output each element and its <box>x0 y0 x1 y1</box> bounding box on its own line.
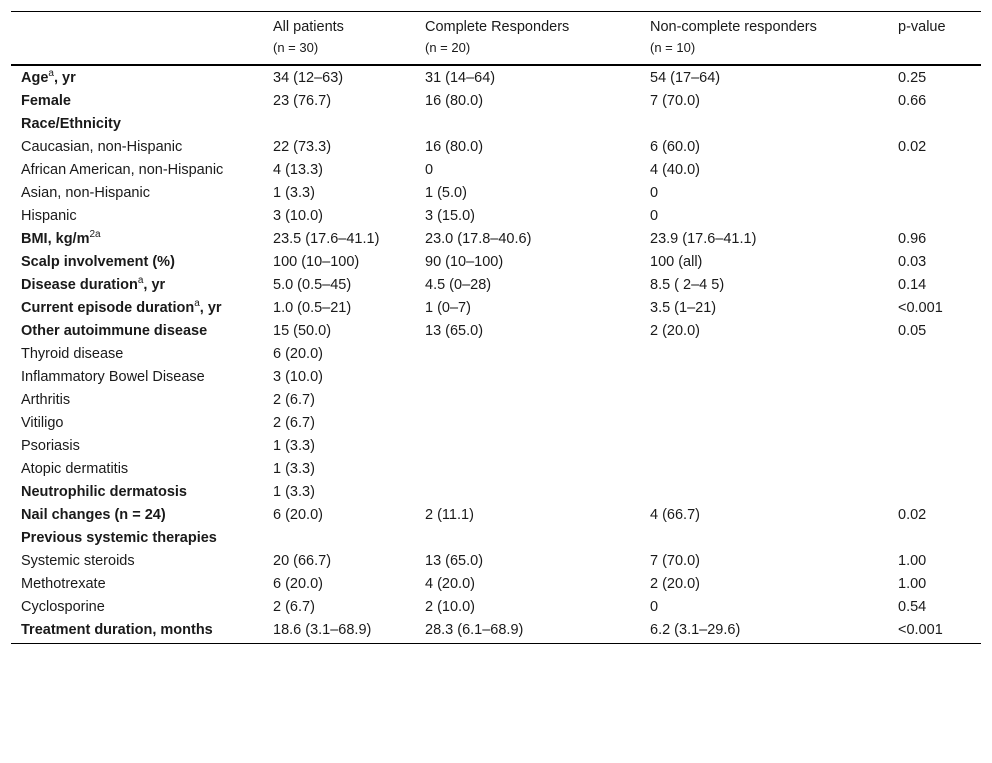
header-complete-responders <box>415 12 640 66</box>
row-label-suffix: , yr <box>199 300 222 316</box>
cell-all-patients: 34 (12–63) <box>273 70 344 86</box>
cell-non-complete-responders <box>640 412 888 435</box>
cell-all-patients <box>263 113 415 136</box>
row-label <box>11 274 263 297</box>
header-non-complete-responders-count: (n = 10) <box>650 40 696 55</box>
table-row <box>11 297 981 320</box>
row-label-text: Caucasian, non-Hispanic <box>21 139 183 155</box>
table-row <box>11 596 981 619</box>
row-label <box>11 228 263 251</box>
cell-all-patients: 15 (50.0) <box>273 323 332 339</box>
row-label-text: Inflammatory Bowel Disease <box>21 369 205 385</box>
table-row <box>11 573 981 596</box>
footnote-marker: a <box>137 275 144 287</box>
cell-all-patients: 1 (3.3) <box>273 484 315 500</box>
cell-p-value: 0.05 <box>898 323 927 339</box>
row-label-text: Cyclosporine <box>21 599 105 615</box>
cell-complete-responders: 1 (0–7) <box>425 300 471 316</box>
table-row <box>11 274 981 297</box>
cell-non-complete-responders: 7 (70.0) <box>650 553 700 569</box>
row-label-text: Arthritis <box>21 392 71 408</box>
cell-complete-responders <box>415 389 640 412</box>
cell-complete-responders <box>415 435 640 458</box>
cell-complete-responders: 23.0 (17.8–40.6) <box>425 231 532 247</box>
table-row <box>11 159 981 182</box>
cell-p-value: 0.14 <box>898 277 927 293</box>
cell-p-value <box>888 481 981 504</box>
table-row <box>11 481 981 504</box>
table-row <box>11 412 981 435</box>
row-label <box>11 389 263 412</box>
row-label <box>11 596 263 619</box>
cell-p-value: 0.96 <box>898 231 927 247</box>
cell-all-patients: 3 (10.0) <box>273 369 323 385</box>
row-label <box>11 65 263 90</box>
cell-p-value <box>888 412 981 435</box>
cell-p-value: 0.02 <box>898 507 927 523</box>
row-label-text: Treatment duration, months <box>21 622 213 638</box>
row-label <box>11 504 263 527</box>
row-label-suffix: , yr <box>143 277 166 293</box>
row-label <box>11 366 263 389</box>
cell-non-complete-responders <box>640 458 888 481</box>
row-label <box>11 136 263 159</box>
cell-p-value: 0.54 <box>898 599 927 615</box>
cell-p-value: <0.001 <box>898 300 943 316</box>
row-label <box>11 412 263 435</box>
table-row <box>11 389 981 412</box>
row-label <box>11 113 263 136</box>
cell-complete-responders: 13 (65.0) <box>425 323 484 339</box>
cell-complete-responders: 4.5 (0–28) <box>425 277 492 293</box>
table-body <box>11 65 981 644</box>
cell-non-complete-responders: 4 (40.0) <box>650 162 700 178</box>
cell-non-complete-responders <box>640 343 888 366</box>
header-non-complete-responders <box>640 12 888 66</box>
row-label-text: Thyroid disease <box>21 346 124 362</box>
cell-non-complete-responders <box>640 481 888 504</box>
row-label-text: Race/Ethnicity <box>21 116 121 132</box>
cell-complete-responders: 90 (10–100) <box>425 254 504 270</box>
row-label-text: Neutrophilic dermatosis <box>21 484 187 500</box>
row-label <box>11 90 263 113</box>
table-row <box>11 320 981 343</box>
row-label-text: Vitiligo <box>21 415 64 431</box>
table-row <box>11 504 981 527</box>
row-label <box>11 205 263 228</box>
table-row <box>11 435 981 458</box>
cell-p-value <box>888 389 981 412</box>
cell-p-value: 0.66 <box>898 93 927 109</box>
row-label-text: Asian, non-Hispanic <box>21 185 150 201</box>
table-row <box>11 205 981 228</box>
cell-all-patients: 6 (20.0) <box>273 346 323 362</box>
cell-non-complete-responders: 2 (20.0) <box>650 323 700 339</box>
cell-complete-responders: 2 (11.1) <box>425 507 474 523</box>
row-label-text: BMI, kg/m <box>21 231 90 247</box>
cell-all-patients: 2 (6.7) <box>273 599 315 615</box>
table-row <box>11 550 981 573</box>
cell-p-value: 1.00 <box>898 576 927 592</box>
cell-non-complete-responders: 0 <box>650 208 659 224</box>
cell-non-complete-responders <box>640 435 888 458</box>
cell-all-patients: 1 (3.3) <box>273 185 315 201</box>
row-label <box>11 343 263 366</box>
cell-p-value: 0.02 <box>898 139 927 155</box>
cell-non-complete-responders: 0 <box>650 599 659 615</box>
header-complete-responders-count: (n = 20) <box>425 40 471 55</box>
row-label-text: Previous systemic therapies <box>21 530 217 546</box>
cell-complete-responders <box>415 412 640 435</box>
row-label <box>11 527 263 550</box>
cell-all-patients: 3 (10.0) <box>273 208 323 224</box>
row-label-text: Female <box>21 93 71 109</box>
row-label <box>11 550 263 573</box>
cell-complete-responders <box>415 527 640 550</box>
cell-complete-responders: 3 (15.0) <box>425 208 475 224</box>
table-row <box>11 343 981 366</box>
cell-non-complete-responders: 8.5 ( 2–4 5) <box>650 277 725 293</box>
cell-non-complete-responders: 54 (17–64) <box>650 70 721 86</box>
cell-p-value <box>888 366 981 389</box>
row-label-suffix: , yr <box>53 70 76 86</box>
cell-p-value <box>888 343 981 366</box>
cell-p-value <box>888 159 981 182</box>
footnote-marker: a <box>194 298 200 310</box>
footnote-marker: a <box>48 68 54 80</box>
cell-complete-responders <box>415 458 640 481</box>
table-row <box>11 90 981 113</box>
table-header <box>11 12 981 66</box>
cell-non-complete-responders: 23.9 (17.6–41.1) <box>650 231 757 247</box>
cell-p-value: 0.03 <box>898 254 927 270</box>
cell-non-complete-responders: 4 (66.7) <box>650 507 700 523</box>
table-container <box>11 11 981 644</box>
row-label <box>11 481 263 504</box>
row-label <box>11 458 263 481</box>
header-complete-responders-title: Complete Responders <box>425 19 570 35</box>
footnote-marker: 2a <box>89 229 101 241</box>
cell-all-patients: 23 (76.7) <box>273 93 332 109</box>
table-row <box>11 65 981 90</box>
row-label-text: Psoriasis <box>21 438 80 454</box>
table-row <box>11 228 981 251</box>
cell-all-patients: 1 (3.3) <box>273 461 315 477</box>
row-label <box>11 182 263 205</box>
row-label-text: Disease duration <box>21 277 138 293</box>
patient-characteristics-table <box>11 11 981 644</box>
header-p-value: p-value <box>898 19 946 35</box>
cell-all-patients <box>263 527 415 550</box>
cell-p-value: <0.001 <box>898 622 943 638</box>
header-non-complete-responders-title: Non-complete responders <box>650 19 817 35</box>
cell-p-value <box>888 527 981 550</box>
row-label <box>11 251 263 274</box>
row-label <box>11 435 263 458</box>
row-label-text: Nail changes (n = 24) <box>21 507 166 523</box>
cell-non-complete-responders: 6.2 (3.1–29.6) <box>650 622 741 638</box>
cell-all-patients: 6 (20.0) <box>273 507 323 523</box>
cell-non-complete-responders: 6 (60.0) <box>650 139 700 155</box>
cell-complete-responders: 0 <box>425 162 434 178</box>
cell-complete-responders: 16 (80.0) <box>425 139 484 155</box>
cell-all-patients: 22 (73.3) <box>273 139 332 155</box>
cell-p-value <box>888 182 981 205</box>
cell-non-complete-responders: 0 <box>650 185 659 201</box>
cell-p-value <box>888 458 981 481</box>
row-label-text: African American, non-Hispanic <box>21 162 224 178</box>
header-row <box>11 12 981 66</box>
cell-non-complete-responders <box>640 527 888 550</box>
cell-complete-responders: 4 (20.0) <box>425 576 475 592</box>
cell-complete-responders: 2 (10.0) <box>425 599 475 615</box>
cell-all-patients: 1.0 (0.5–21) <box>273 300 352 316</box>
row-label <box>11 159 263 182</box>
row-label-text: Current episode duration <box>21 300 195 316</box>
table-row <box>11 182 981 205</box>
cell-complete-responders: 16 (80.0) <box>425 93 484 109</box>
header-all-patients-title: All patients <box>273 19 344 35</box>
row-label <box>11 573 263 596</box>
header-all-patients <box>263 12 415 66</box>
cell-non-complete-responders: 7 (70.0) <box>650 93 700 109</box>
cell-complete-responders <box>415 481 640 504</box>
header-label-column <box>11 12 263 66</box>
cell-all-patients: 1 (3.3) <box>273 438 315 454</box>
cell-all-patients: 6 (20.0) <box>273 576 323 592</box>
row-label <box>11 320 263 343</box>
cell-all-patients: 2 (6.7) <box>273 392 315 408</box>
table-row <box>11 366 981 389</box>
cell-non-complete-responders: 3.5 (1–21) <box>650 300 717 316</box>
cell-non-complete-responders <box>640 366 888 389</box>
cell-complete-responders <box>415 113 640 136</box>
cell-complete-responders: 28.3 (6.1–68.9) <box>425 622 524 638</box>
row-label-text: Other autoimmune disease <box>21 323 208 339</box>
row-label-text: Scalp involvement (%) <box>21 254 175 270</box>
cell-p-value: 0.25 <box>898 70 927 86</box>
cell-complete-responders: 31 (14–64) <box>425 70 496 86</box>
cell-p-value <box>888 113 981 136</box>
table-row <box>11 113 981 136</box>
cell-non-complete-responders: 2 (20.0) <box>650 576 700 592</box>
cell-complete-responders <box>415 343 640 366</box>
cell-all-patients: 4 (13.3) <box>273 162 323 178</box>
row-label <box>11 619 263 644</box>
row-label-text: Methotrexate <box>21 576 106 592</box>
cell-all-patients: 5.0 (0.5–45) <box>273 277 352 293</box>
cell-non-complete-responders <box>640 113 888 136</box>
row-label-text: Systemic steroids <box>21 553 135 569</box>
table-row <box>11 527 981 550</box>
cell-all-patients: 100 (10–100) <box>273 254 360 270</box>
row-label-text: Hispanic <box>21 208 77 224</box>
table-row <box>11 251 981 274</box>
row-label-text: Atopic dermatitis <box>21 461 129 477</box>
table-row <box>11 458 981 481</box>
cell-non-complete-responders: 100 (all) <box>650 254 703 270</box>
cell-all-patients: 2 (6.7) <box>273 415 315 431</box>
row-label <box>11 297 263 320</box>
table-row <box>11 136 981 159</box>
row-label-text: Age <box>21 70 49 86</box>
cell-p-value: 1.00 <box>898 553 927 569</box>
cell-complete-responders <box>415 366 640 389</box>
cell-complete-responders: 13 (65.0) <box>425 553 484 569</box>
cell-all-patients: 23.5 (17.6–41.1) <box>273 231 380 247</box>
cell-p-value <box>888 205 981 228</box>
cell-p-value <box>888 435 981 458</box>
table-row <box>11 619 981 644</box>
cell-all-patients: 18.6 (3.1–68.9) <box>273 622 372 638</box>
header-all-patients-count: (n = 30) <box>273 40 319 55</box>
cell-all-patients: 20 (66.7) <box>273 553 332 569</box>
cell-non-complete-responders <box>640 389 888 412</box>
cell-complete-responders: 1 (5.0) <box>425 185 467 201</box>
